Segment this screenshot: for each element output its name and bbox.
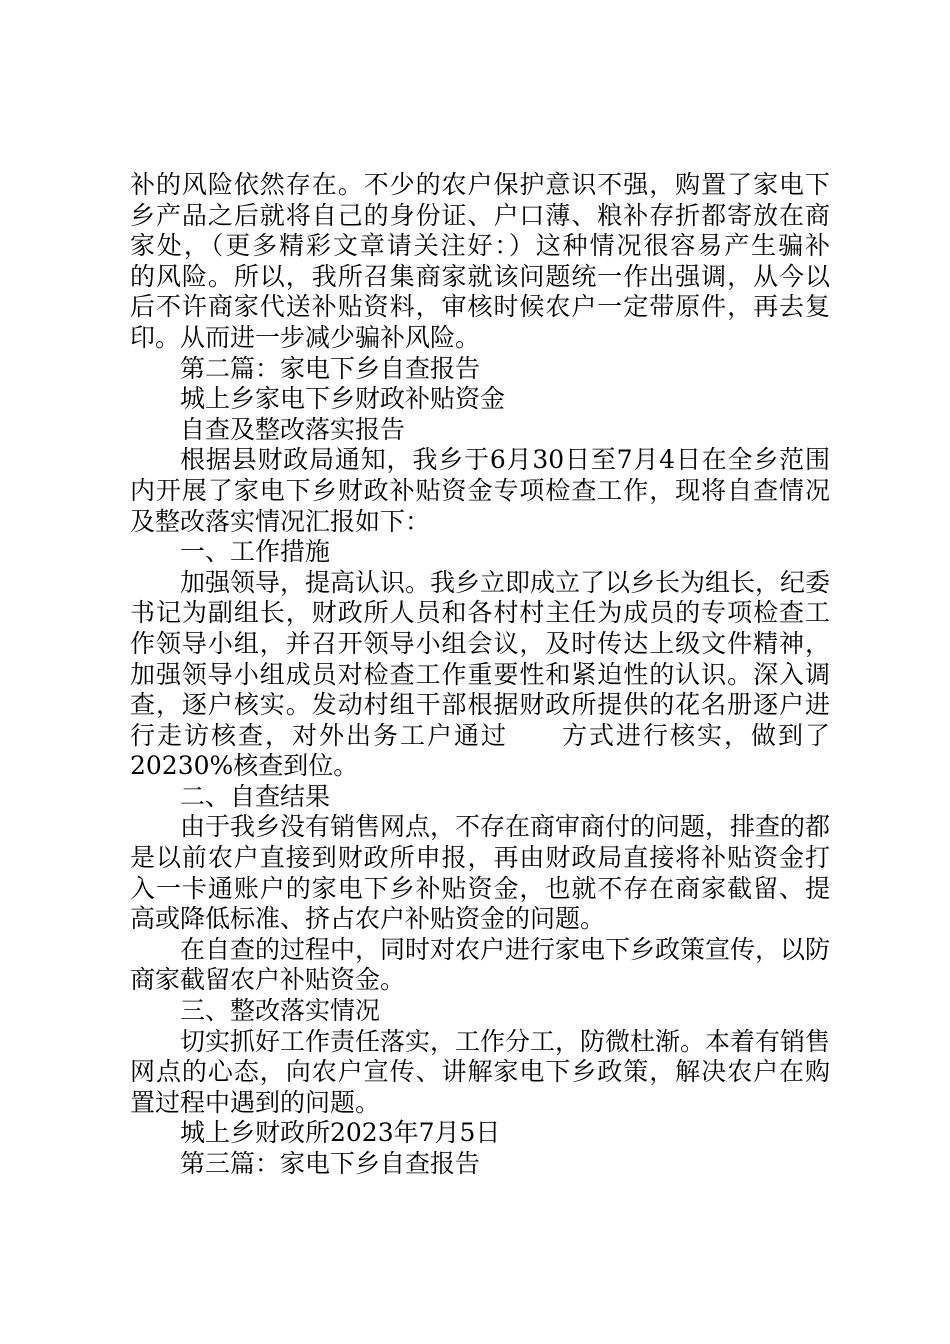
text-line: 城上乡家电下乡财政补贴资金 [180, 384, 506, 414]
text-line: 加强领导，提高认识。我乡立即成立了以乡长为组长，纪委 [180, 567, 831, 597]
document-body [130, 170, 830, 1180]
text-line: 作领导小组，并召开领导小组会议，及时传达上级文件精神， [130, 628, 830, 658]
text-line: 家处，（更多精彩文章请关注好：）这种情况很容易产生骗补 [130, 231, 830, 261]
text-line: 二、自查结果 [180, 781, 331, 811]
text-line: 根据县财政局通知，我乡于6月30日至7月4日在全乡范围 [180, 445, 830, 475]
text-line: 自查及整改落实报告 [180, 414, 406, 444]
text-line: 网点的心态，向农户宣传、讲解家电下乡政策，解决农户在购 [130, 1057, 830, 1087]
text-line: 行走访核查，对外出务工户通过 方式进行核实，做到了 [130, 720, 830, 750]
text-line: 补的风险依然存在。不少的农户保护意识不强，购置了家电下 [130, 170, 830, 199]
text-line: 在自查的过程中，同时对农户进行家电下乡政策宣传，以防 [180, 934, 831, 964]
text-line: 后不许商家代送补贴资料，审核时候农户一定带原件，再去复 [130, 292, 830, 322]
text-line: 加强领导小组成员对检查工作重要性和紧迫性的认识。深入调 [130, 659, 830, 689]
text-line: 20230%核查到位。 [130, 751, 359, 781]
text-line: 内开展了家电下乡财政补贴资金专项检查工作，现将自查情况 [130, 475, 830, 505]
text-line: 乡产品之后就将自己的身份证、户口薄、粮补存折都寄放在商 [130, 200, 830, 230]
text-line: 查，逐户核实。发动村组干部根据财政所提供的花名册逐户进 [130, 690, 830, 720]
text-line: 及整改落实情况汇报如下： [130, 506, 431, 536]
text-line: 三、整改落实情况 [180, 996, 381, 1026]
text-line: 印。从而进一步减少骗补风险。 [130, 322, 481, 352]
text-line: 商家截留农户补贴资金。 [130, 965, 406, 995]
text-line: 置过程中遇到的问题。 [130, 1087, 381, 1117]
text-line: 的风险。所以，我所召集商家就该问题统一作出强调，从今以 [130, 261, 830, 291]
text-line: 是以前农户直接到财政所申报，再由财政局直接将补贴资金打 [130, 843, 830, 873]
text-line: 高或降低标准、挤占农户补贴资金的问题。 [130, 904, 606, 934]
text-line: 第二篇：家电下乡自查报告 [180, 353, 481, 383]
text-line: 书记为副组长，财政所人员和各村村主任为成员的专项检查工 [130, 598, 830, 628]
text-line: 由于我乡没有销售网点，不存在商审商付的问题，排查的都 [180, 812, 831, 842]
text-line: 一、工作措施 [180, 537, 331, 567]
text-line: 切实抓好工作责任落实，工作分工，防微杜渐。本着有销售 [180, 1026, 831, 1056]
text-line: 第三篇：家电下乡自查报告 [180, 1149, 481, 1178]
text-line: 入一卡通账户的家电下乡补贴资金，也就不存在商家截留、提 [130, 873, 830, 903]
text-line: 城上乡财政所2023年7月5日 [180, 1118, 501, 1148]
